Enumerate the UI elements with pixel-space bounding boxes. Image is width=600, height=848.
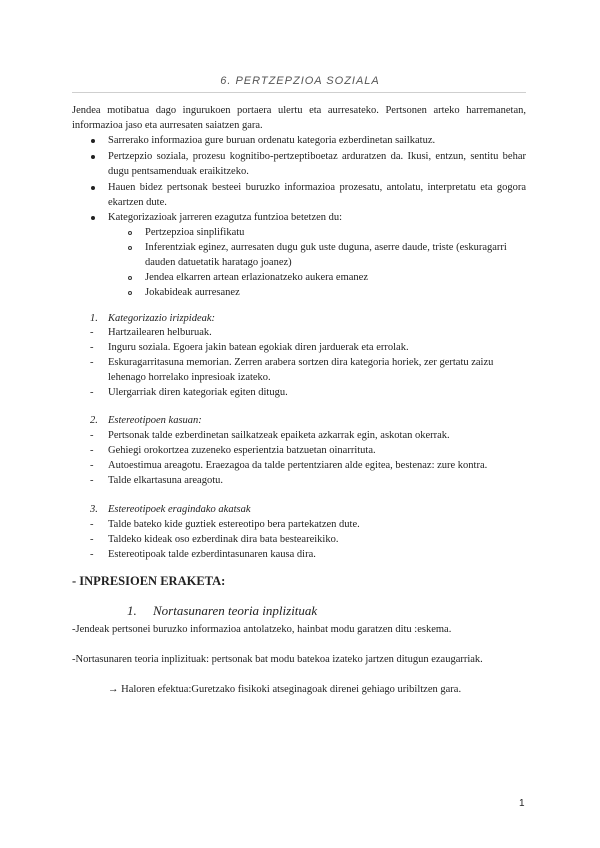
list1-item-1: Hartzailearen helburuak. [108,327,212,338]
halo-effect-line: → Haloren efektua:Guretzako fisikoki atseginagoak direnei gehiago uribiltzen gara. [108,684,462,695]
bullet-icon [91,186,95,190]
section-heading: - INPRESIOEN ERAKETA: [72,574,226,588]
list2-item-2: Gehiegi orokortzea zuzeneko esperientzia batzuetan oinarrituta. [108,445,376,456]
bullet-item-1: Sarrerako informazioa gure buruan ordenatu kategoria ezberdinetan sailkatuz. [108,135,436,146]
circle-bullet-icon [128,291,132,295]
page-title: 6. PERTZEPZIOA SOZIALA [220,75,380,87]
list1-heading: Kategorizazio irizpideak: [108,313,216,324]
list1-item-3: Eskuragarritasuna memorian. Zerren arabera sortzen dira kategoria horiek, zer gertatu zaizu lehenago horrelako inpresioak izateko. [108,357,494,383]
list3-item-1: Talde bateko kide guztiek estereotipo bera partekatzen dute. [108,519,360,530]
subbullet-item-3: Jendea elkarren artean erlazionatzeko aukera emanez [145,272,368,283]
intro-paragraph: Jendea motibatua dago ingurukoen portaera ulertu eta aurresateko. Pertsonen arteko harremanetan, informazioa jaso eta aurresaten saiatzen gara. [72,105,526,131]
subsection-heading: 1. Nortasunaren teoria inplizituak [127,603,318,618]
dash-marker: - [90,534,94,545]
list2-item-4: Talde elkartasuna areagotu. [108,475,223,486]
subbullet-item-1: Pertzepzioa sinplifikatu [145,227,245,238]
list3-number: 3. [90,504,98,515]
list2-item-3: Autoestimua areagotu. Eraezagoa da talde pertentziaren alde egitea, bestenaz: zure kontra. [108,460,488,471]
dash-marker: - [90,342,94,353]
paragraph-implicit-theory: -Nortasunaren teoria inplizituak: pertsonak bat modu batekoa izateko jartzen ditugun ezaugarriak. [72,654,483,665]
subbullet-item-4: Jokabideak aurresanez [145,287,240,298]
list3-item-3: Estereotipoak talde ezberdintasunaren kausa dira. [108,549,316,560]
title-divider [72,92,526,93]
page-number: 1 [519,798,525,809]
list2-heading: Estereotipoen kasuan: [108,415,202,426]
bullet-icon [91,216,95,220]
list2-item-1: Pertsonak talde ezberdinetan sailkatzeak epaiketa azkarrak egin, askotan okerrak. [108,430,450,441]
bullet-icon [91,139,95,143]
list2-number: 2. [90,415,98,426]
circle-bullet-icon [128,276,132,280]
circle-bullet-icon [128,246,132,250]
dash-marker: - [90,460,94,471]
list3-item-2: Taldeko kideak oso ezberdinak dira bata besteareikiko. [108,534,339,545]
list1-number: 1. [90,313,98,324]
dash-marker: - [90,430,94,441]
paragraph-schema: -Jendeak pertsonei buruzko informazioa antolatzeko, hainbat modu garatzen ditu :eskema. [72,624,452,635]
bullet-item-3: Hauen bidez pertsonak besteei buruzko informazioa prozesatu, antolatu, interpretatu eta gogora ekartzen dute. [108,182,526,208]
list3-heading: Estereotipoek eragindako akatsak [108,504,251,515]
list1-item-4: Ulergarriak diren kategoriak egiten ditugu. [108,387,288,398]
dash-marker: - [90,357,94,368]
bullet-item-4: Kategorizazioak jarreren ezagutza funtzioa betetzen du: [108,212,343,223]
dash-marker: - [90,327,94,338]
dash-marker: - [90,475,94,486]
subbullet-item-2: Inferentziak eginez, aurresaten dugu guk uste duguna, aserre daude, triste (eskuragarri dauden datuetatik haratago joanez) [145,242,507,268]
dash-marker: - [90,387,94,398]
bullet-icon [91,155,95,159]
bullet-item-2: Pertzepzio soziala, prozesu kognitibo-pertzeptiboetaz arduratzen da. Ikusi, entzun, sentitu behar dugu pentsamenduak eraikitzeko. [108,151,526,177]
dash-marker: - [90,519,94,530]
circle-bullet-icon [128,231,132,235]
dash-marker: - [90,445,94,456]
dash-marker: - [90,549,94,560]
list1-item-2: Inguru soziala. Egoera jakin batean egokiak diren jarduerak eta errolak. [108,342,409,353]
